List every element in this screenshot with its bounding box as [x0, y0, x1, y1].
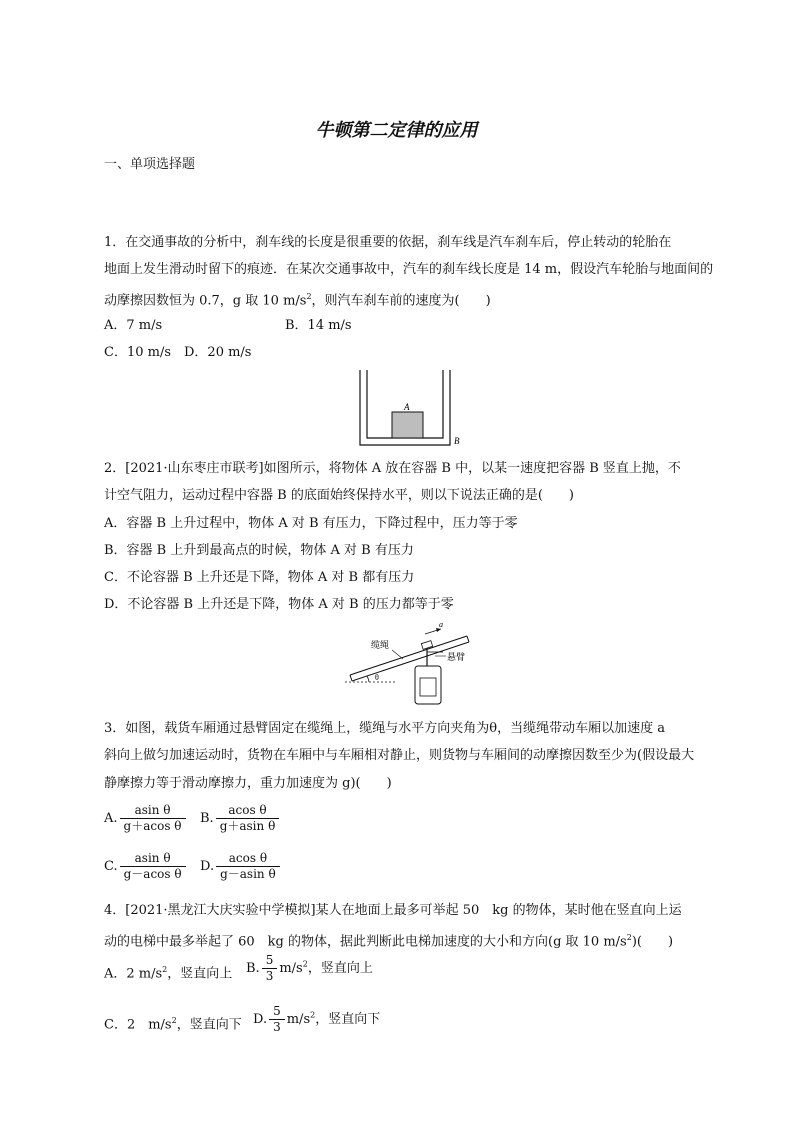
section-heading: 一、单项选择题: [104, 157, 196, 172]
q1-option-b: B．14 m/s: [285, 318, 352, 333]
q4-option-a: A．2 $m/s^2$，竖直向上: [104, 965, 233, 982]
container-figure: [355, 370, 465, 450]
q1-option-a: A．7 m/s: [104, 318, 163, 333]
q2-line1: 2．[2021·山东枣庄市联考]如图所示，将物体 A 放在容器 B 中，以某一速度把容器 B 竖直上抛，不: [104, 461, 681, 476]
q3-option-b: B. $\frac{\text{acos θ}}{\text{g＋asin θ}}$: [200, 803, 281, 834]
fig1-label-a: A: [404, 402, 410, 412]
fig2-cable-label: 缆绳: [371, 641, 390, 651]
q4-line2: 动的电梯中最多举起了 60 kg 的物体，据此判断此电梯加速度的大小和方向(g 取 10 $m/s^2$)( ): [104, 933, 674, 950]
q2-option-c: C．不论容器 B 上升还是下降，物体 A 对 B 都有压力: [104, 570, 415, 585]
q1-option-cd: C．10 m/s D．20 m/s: [104, 345, 252, 360]
q3-option-d: D. $\frac{\text{acos θ}}{\text{g－asin θ}}$: [200, 851, 282, 882]
q3-line1: 3．如图，载货车厢通过悬臂固定在缆绳上，缆绳与水平方向夹角为θ，当缆绳带动车厢以加速度 a: [104, 721, 665, 736]
q1-line1: 1．在交通事故的分析中，刹车线的长度是很重要的依据，刹车线是汽车刹车后，停止转动的轮胎在: [104, 235, 672, 250]
q4-line1: 4．[2021·黑龙江大庆实验中学模拟]某人在地面上最多可举起 50 kg 的物体，某时他在竖直向上运: [104, 903, 682, 918]
q1-line3: 动摩擦因数恒为 0.7，g 取 10 $m/s^2$，则汽车刹车前的速度为( ): [104, 292, 491, 309]
q1-line2: 地面上发生滑动时留下的痕迹．在某次交通事故中，汽车的刹车线长度是 14 m，假设汽车轮胎与地面间的: [104, 262, 714, 277]
q4-option-c: C．2 $m/s^2$，竖直向下: [104, 1016, 242, 1033]
q3-line2: 斜向上做匀加速运动时，货物在车厢中与车厢相对静止，则货物与车厢间的动摩擦因数至少为(假设最大: [104, 748, 695, 763]
q3-line3: 静摩擦力等于滑动摩擦力，重力加速度为 g)( ): [104, 776, 392, 791]
q2-option-a: A．容器 B 上升过程中，物体 A 对 B 有压力，下降过程中，压力等于零: [104, 516, 518, 531]
q3-option-a: A. $\frac{\text{asin θ}}{\text{g＋acos θ}}$: [104, 803, 188, 834]
fig2-arm-label: 悬臂: [447, 653, 466, 663]
cable-car-figure: [345, 618, 475, 710]
q2-line2: 计空气阻力，运动过程中容器 B 的底面始终保持水平，则以下说法正确的是( ): [104, 488, 574, 503]
fig2-accel-label: a: [439, 620, 443, 629]
page-title: 牛顿第二定律的应用: [315, 120, 478, 141]
q4-option-d: D. $\frac{5}{3}$ $m/s^2$，竖直向下: [253, 1004, 381, 1034]
theta-label: θ: [375, 673, 379, 682]
q2-option-b: B．容器 B 上升到最高点的时候，物体 A 对 B 有压力: [104, 543, 414, 558]
q4-option-b: B. $\frac{5}{3}$ $m/s^2$，竖直向上: [246, 953, 373, 983]
q2-option-d: D．不论容器 B 上升还是下降，物体 A 对 B 的压力都等于零: [104, 597, 454, 612]
q3-option-c: C. $\frac{\text{asin θ}}{\text{g－acos θ}}$: [104, 851, 188, 882]
fig1-label-b: B: [454, 436, 460, 446]
